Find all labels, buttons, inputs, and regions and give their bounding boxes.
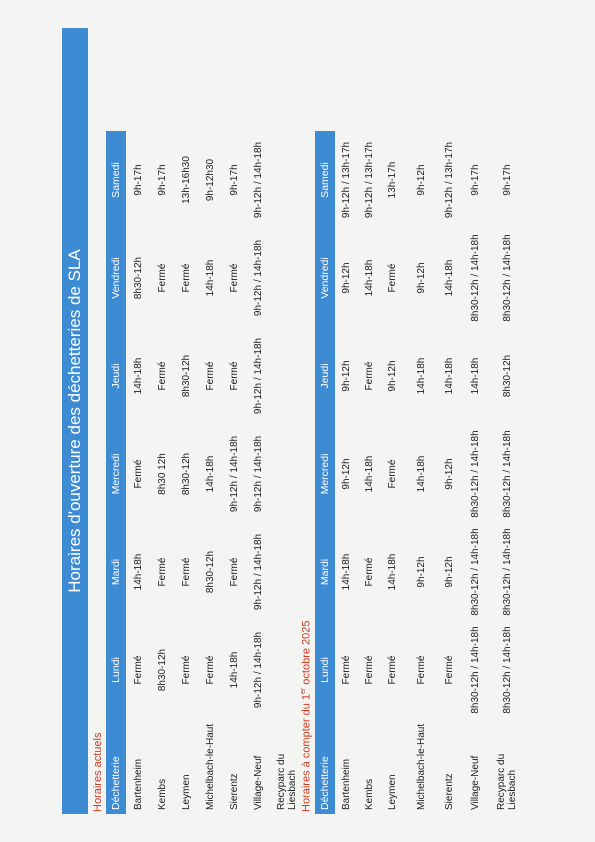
- header-day: Mardi: [106, 523, 126, 621]
- hours-cell: Fermé: [204, 361, 216, 391]
- hours-cell: Fermé: [228, 263, 240, 293]
- hours-cell: 14h-18h: [415, 455, 427, 493]
- hours-cell: 9h-12h / 14h-18h: [252, 533, 264, 611]
- dechetterie-name: Recyparc du Liesbach: [496, 753, 518, 810]
- hours-cell: 9h-12h / 14h-18h: [252, 337, 264, 415]
- hours-cell: 14h-18h: [204, 455, 216, 493]
- hours-cell: 8h30-12h / 14h-18h: [501, 234, 513, 322]
- header-day: Mercredi: [106, 425, 126, 523]
- hours-cell: 9h-17h: [501, 164, 513, 196]
- hours-cell: 14h-18h: [204, 259, 216, 297]
- dechetterie-name: Kembs: [364, 778, 375, 810]
- hours-cell: Fermé: [341, 655, 352, 685]
- hours-cell: 13h-17h: [387, 161, 398, 199]
- hours-cell: Fermé: [156, 361, 168, 391]
- hours-cell: 9h-12h / 14h-18h: [228, 435, 240, 513]
- hours-cell: [270, 131, 304, 229]
- dechetterie-name: Bartenheim: [132, 758, 144, 810]
- header-day: Vendredi: [106, 229, 126, 327]
- hours-cell: 8h30-12h / 14h-18h: [469, 430, 481, 518]
- hours-cell: 8h30-12h: [180, 452, 192, 496]
- dechetterie-name: Sierentz: [444, 773, 455, 810]
- hours-cell: [270, 327, 304, 425]
- header-day: Mardi: [315, 523, 335, 621]
- hours-cell: Fermé: [387, 459, 398, 489]
- header-day: Vendredi: [315, 229, 335, 327]
- hours-cell: Fermé: [415, 655, 427, 685]
- table-row: [150, 131, 174, 814]
- table-row: [489, 131, 525, 814]
- hours-cell: Fermé: [387, 263, 398, 293]
- page-title: Horaires d'ouverture des déchetteries de SLA: [62, 28, 88, 814]
- dechetterie-name: Leymen: [387, 774, 398, 810]
- dechetterie-name: Leymen: [180, 774, 192, 810]
- table-row: [198, 131, 222, 814]
- hours-cell: Fermé: [156, 263, 168, 293]
- table-row: [270, 131, 304, 814]
- hours-cell: [270, 229, 304, 327]
- hours-cell: 8h30-12h / 14h-18h: [469, 234, 481, 322]
- hours-cell: 9h-12h: [444, 458, 455, 490]
- header-dechetterie: Déchetterie: [315, 719, 335, 814]
- hours-cell: 9h-12h: [415, 164, 427, 196]
- table-row: [381, 131, 404, 814]
- hours-cell: 9h-12h / 14h-18h: [252, 141, 264, 219]
- hours-cell: 9h-17h: [156, 164, 168, 196]
- hours-cell: Fermé: [156, 557, 168, 587]
- dechetterie-name: Kembs: [156, 778, 168, 810]
- hours-cell: 8h30-12h / 14h-18h: [469, 528, 481, 616]
- hours-cell: 9h-12h: [341, 262, 352, 294]
- hours-cell: 9h-12h / 13h-17h: [364, 141, 375, 219]
- dechetterie-name: Michelbach-le-Haut: [415, 723, 427, 810]
- hours-cell: [270, 621, 304, 719]
- dechetterie-name: Sierentz: [228, 773, 240, 810]
- table-row: [174, 131, 198, 814]
- hours-cell: 9h-17h: [132, 164, 144, 196]
- hours-cell: 9h-12h / 14h-18h: [252, 631, 264, 709]
- hours-cell: 9h-12h / 13h-17h: [341, 141, 352, 219]
- hours-cell: Fermé: [444, 655, 455, 685]
- dechetterie-name: Bartenheim: [341, 758, 352, 810]
- hours-cell: 8h30 12h: [156, 453, 168, 495]
- hours-cell: 8h30-12h / 14h-18h: [469, 626, 481, 714]
- table-row: [222, 131, 246, 814]
- hours-cell: Fermé: [204, 655, 216, 685]
- hours-cell: 9h-17h: [228, 164, 240, 196]
- hours-cell: 8h30-12h: [132, 256, 144, 300]
- hours-cell: 8h30-12h: [180, 354, 192, 398]
- hours-cell: Fermé: [364, 557, 375, 587]
- hours-cell: Fermé: [228, 361, 240, 391]
- hours-cell: 9h-12h: [387, 360, 398, 392]
- header-row: [315, 131, 335, 814]
- table-row: [438, 131, 461, 814]
- hours-cell: 14h-18h: [415, 357, 427, 395]
- future-hours-label: Horaires à compter du 1er octobre 2025: [300, 620, 313, 812]
- hours-cell: 8h30-12h: [156, 648, 168, 692]
- hours-cell: Fermé: [132, 655, 144, 685]
- hours-cell: 9h-12h: [415, 262, 427, 294]
- hours-cell: 14h-18h: [469, 357, 481, 395]
- table-row: [246, 131, 270, 814]
- hours-cell: 9h-12h30: [204, 158, 216, 202]
- header-day: Mercredi: [315, 425, 335, 523]
- hours-cell: [270, 425, 304, 523]
- table-row: [126, 131, 150, 814]
- table-row: [335, 131, 358, 814]
- header-day: Jeudi: [315, 327, 335, 425]
- hours-cell: 14h-18h: [444, 357, 455, 395]
- header-day: Samedi: [106, 131, 126, 229]
- hours-cell: 9h-12h: [444, 556, 455, 588]
- hours-cell: 8h30-12h / 14h-18h: [501, 626, 513, 714]
- hours-cell: 9h-12h: [341, 360, 352, 392]
- table-row: [404, 131, 438, 814]
- current-hours-label: Horaires actuels: [92, 732, 104, 812]
- future-hours-table: [315, 131, 525, 814]
- hours-cell: 14h-18h: [228, 651, 240, 689]
- header-row: [106, 131, 126, 814]
- hours-cell: 14h-18h: [444, 259, 455, 297]
- hours-cell: 14h-18h: [341, 553, 352, 591]
- header-dechetterie: Déchetterie: [106, 719, 126, 814]
- hours-cell: Fermé: [387, 655, 398, 685]
- table-row: [461, 131, 489, 814]
- hours-cell: Fermé: [132, 459, 144, 489]
- hours-cell: Fermé: [228, 557, 240, 587]
- hours-cell: 9h-12h / 14h-18h: [252, 435, 264, 513]
- hours-cell: 9h-12h / 14h-18h: [252, 239, 264, 317]
- hours-cell: 8h30-12h / 14h-18h: [501, 430, 513, 518]
- hours-cell: 9h-17h: [469, 164, 481, 196]
- dechetterie-name: Village-Neuf: [469, 755, 481, 810]
- hours-cell: 9h-12h / 13h-17h: [444, 141, 455, 219]
- hours-cell: 9h-12h: [415, 556, 427, 588]
- hours-cell: 8h30-12h: [501, 354, 513, 398]
- header-day: Samedi: [315, 131, 335, 229]
- hours-cell: 9h-12h: [341, 458, 352, 490]
- hours-cell: 14h-18h: [364, 455, 375, 493]
- hours-cell: 8h30-12h / 14h-18h: [501, 528, 513, 616]
- dechetterie-name: Michelbach-le-Haut: [204, 723, 216, 810]
- hours-cell: Fermé: [180, 263, 192, 293]
- hours-cell: Fermé: [364, 655, 375, 685]
- header-day: Lundi: [315, 621, 335, 719]
- header-day: Jeudi: [106, 327, 126, 425]
- hours-cell: 8h30-12h: [204, 550, 216, 594]
- header-day: Lundi: [106, 621, 126, 719]
- hours-cell: 14h-18h: [364, 259, 375, 297]
- hours-cell: [270, 523, 304, 621]
- dechetterie-name: Recyparc du Liesbach: [276, 753, 298, 810]
- hours-cell: Fermé: [180, 655, 192, 685]
- hours-cell: Fermé: [180, 557, 192, 587]
- hours-cell: 14h-18h: [132, 357, 144, 395]
- dechetterie-name: Village-Neuf: [252, 755, 264, 810]
- hours-cell: 14h-18h: [132, 553, 144, 591]
- table-row: [358, 131, 381, 814]
- current-hours-table: [106, 131, 304, 814]
- hours-cell: Fermé: [364, 361, 375, 391]
- hours-cell: 13h-16h30: [180, 156, 192, 204]
- hours-cell: 14h-18h: [387, 553, 398, 591]
